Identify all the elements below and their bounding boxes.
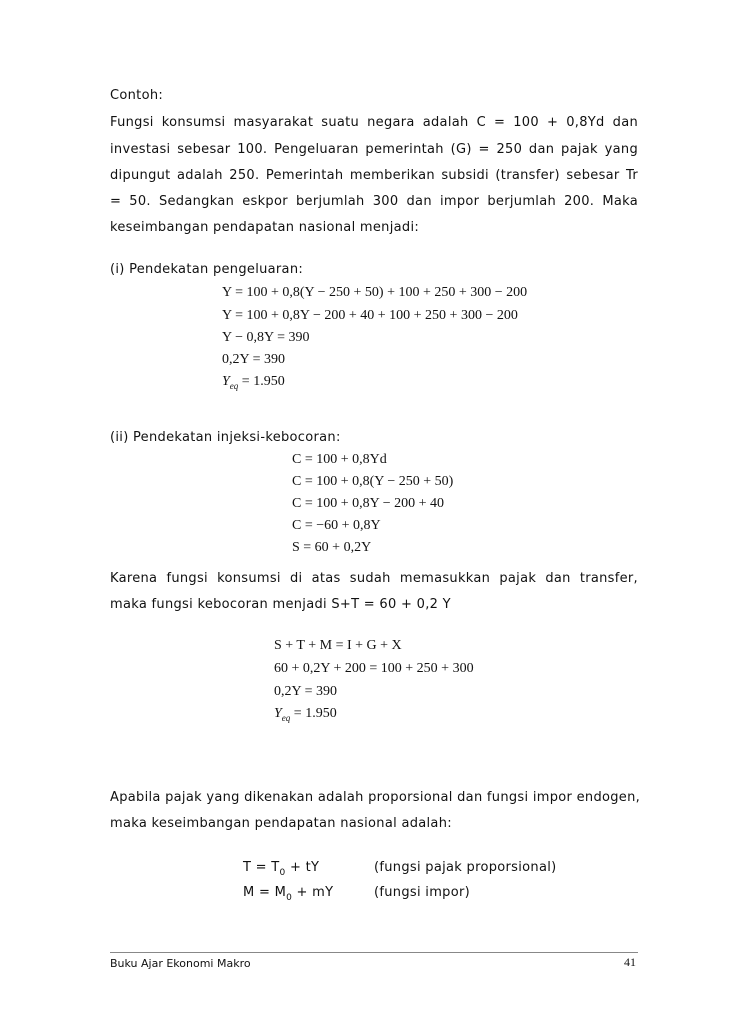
intro-line-4: = 50. Sedangkan eskpor berjumlah 300 dan impor berjumlah 200. Maka [110,194,638,209]
injection-equation-1: C = 100 + 0,8Yd [292,452,387,467]
injection-equation-2: C = 100 + 0,8(Y − 250 + 50) [292,474,454,489]
intro-line-3: dipungut adalah 250. Pemerintah memberikan subsidi (transfer) sebesar Tr [110,168,638,183]
equilibrium-equation-3: 0,2Y = 390 [274,684,337,699]
injection-equation-3: C = 100 + 0,8Y − 200 + 40 [292,496,445,511]
expenditure-equation-2: Y = 100 + 0,8Y − 200 + 40 + 100 + 250 + 300 − 200 [222,308,518,323]
page-number: 41 [624,955,636,969]
expenditure-equation-1: Y = 100 + 0,8(Y − 250 + 50) + 100 + 250 + 300 − 200 [222,285,528,300]
expenditure-equation-5: $Y_{eq} = 1.950$ [222,374,285,391]
apabila-line-2: maka keseimbangan pendapatan nasional adalah: [110,816,452,831]
import-function-note: (fungsi impor) [374,885,470,900]
intro-line-5: keseimbangan pendapatan nasional menjadi: [110,220,420,235]
intro-line-2: investasi sebesar 100. Pengeluaran pemerintah (G) = 250 dan pajak yang [110,142,638,157]
expenditure-equation-4: 0,2Y = 390 [222,352,285,367]
footer-rule [110,952,638,953]
karena-line-2: maka fungsi kebocoran menjadi S+T = 60 + 0,2 Y [110,597,451,612]
tax-function: $T = T_0$ + tY [243,860,320,878]
example-heading: Contoh: [110,88,164,103]
karena-line-1: Karena fungsi konsumsi di atas sudah memasukkan pajak dan transfer, [110,571,638,586]
injection-equation-4: C = −60 + 0,8Y [292,518,381,533]
import-function: $M = M_0$ + mY [243,885,334,903]
expenditure-equation-3: Y − 0,8Y = 390 [222,330,310,345]
tax-function-note: (fungsi pajak proporsional) [374,860,557,875]
equilibrium-equation-4: $Y_{eq} = 1.950$ [274,706,337,723]
intro-line-1: Fungsi konsumsi masyarakat suatu negara adalah C = 100 + 0,8Yd dan [110,115,638,130]
apabila-line-1: Apabila pajak yang dikenakan adalah proporsional dan fungsi impor endogen, [110,790,641,805]
equilibrium-equation-1: S + T + M = I + G + X [274,638,402,653]
section-expenditure-title: (i) Pendekatan pengeluaran: [110,262,304,277]
footer-book-title: Buku Ajar Ekonomi Makro [110,957,251,970]
section-injection-leakage-title: (ii) Pendekatan injeksi-kebocoran: [110,430,341,445]
injection-equation-5: S = 60 + 0,2Y [292,540,372,555]
equilibrium-equation-2: 60 + 0,2Y + 200 = 100 + 250 + 300 [274,661,474,676]
